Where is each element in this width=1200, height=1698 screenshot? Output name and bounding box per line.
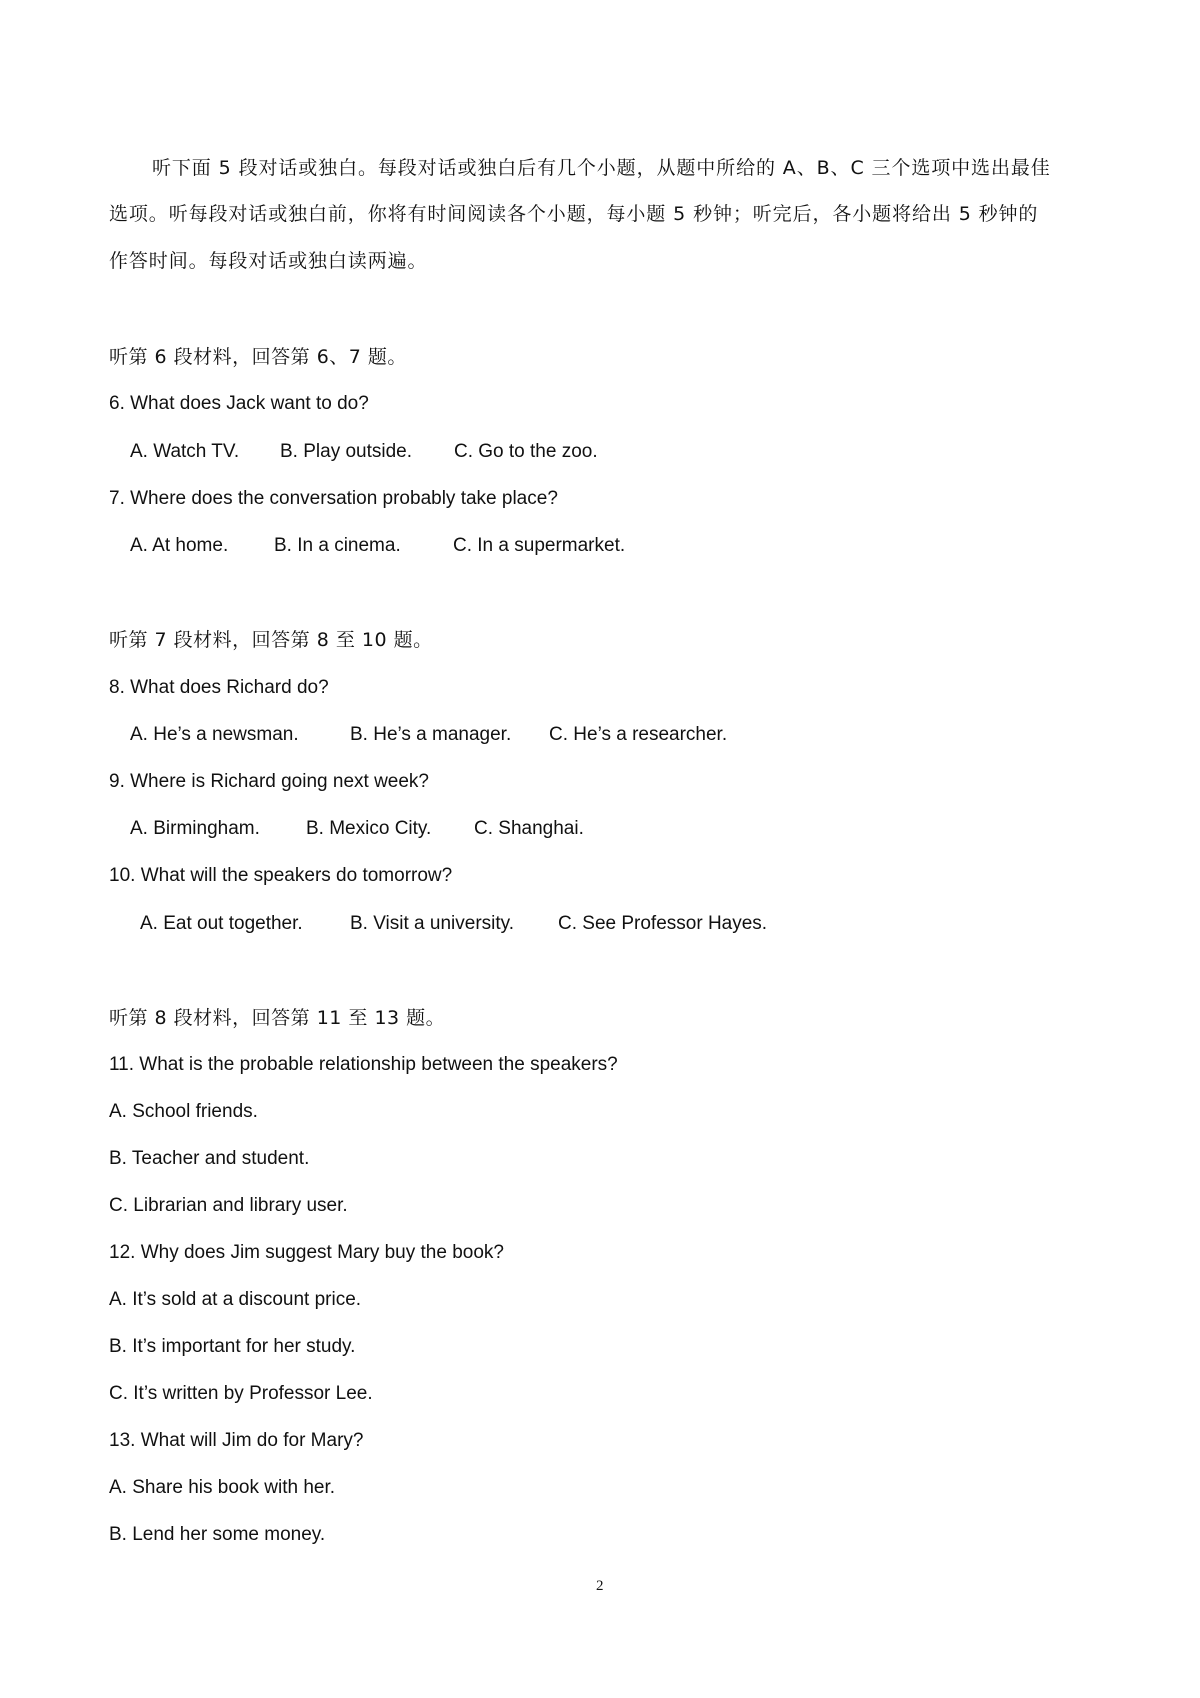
option-b: B. Play outside.	[280, 441, 413, 462]
option-c: C. In a supermarket.	[453, 535, 626, 556]
question-12-option-a: A. It’s sold at a discount price.	[109, 1289, 362, 1310]
question-6: 6. What does Jack want to do?	[109, 393, 369, 414]
option-a: A. Watch TV.	[130, 441, 240, 462]
section-8-heading: 听第 8 段材料，回答第 11 至 13 题。	[109, 1007, 446, 1029]
question-11-option-a: A. School friends.	[109, 1101, 258, 1122]
page-number: 2	[596, 1578, 604, 1594]
option-c: C. He’s a researcher.	[549, 724, 728, 745]
question-10: 10. What will the speakers do tomorrow?	[109, 865, 453, 886]
option-b: B. Mexico City.	[306, 818, 432, 839]
question-12-option-c: C. It’s written by Professor Lee.	[109, 1383, 373, 1404]
section-6-heading: 听第 6 段材料，回答第 6、7 题。	[109, 346, 407, 368]
question-12-option-b: B. It’s important for her study.	[109, 1336, 356, 1357]
question-12: 12. Why does Jim suggest Mary buy the book?	[109, 1242, 504, 1263]
option-c: C. Go to the zoo.	[454, 441, 598, 462]
option-b: B. Visit a university.	[350, 913, 515, 934]
option-b: B. In a cinema.	[274, 535, 401, 556]
question-13: 13. What will Jim do for Mary?	[109, 1430, 364, 1451]
question-9: 9. Where is Richard going next week?	[109, 771, 429, 792]
option-b: B. He’s a manager.	[350, 724, 512, 745]
question-7: 7. Where does the conversation probably take place?	[109, 488, 558, 509]
instructions-line-3: 作答时间。每段对话或独白读两遍。	[109, 250, 428, 272]
option-a: A. Birmingham.	[130, 818, 260, 839]
question-11-option-b: B. Teacher and student.	[109, 1148, 310, 1169]
option-a: A. At home.	[130, 535, 229, 556]
option-a: A. Eat out together.	[140, 913, 303, 934]
option-c: C. See Professor Hayes.	[558, 913, 768, 934]
option-c: C. Shanghai.	[474, 818, 584, 839]
question-13-option-a: A. Share his book with her.	[109, 1477, 336, 1498]
question-11: 11. What is the probable relationship between the speakers?	[109, 1054, 618, 1075]
instructions-line-1: 听下面 5 段对话或独白。每段对话或独白后有几个小题，从题中所给的 A、B、C 三个选项中选出最佳	[152, 157, 1051, 179]
section-7-heading: 听第 7 段材料，回答第 8 至 10 题。	[109, 629, 433, 651]
question-13-option-b: B. Lend her some money.	[109, 1524, 326, 1545]
instructions-line-2: 选项。听每段对话或独白前，你将有时间阅读各个小题，每小题 5 秒钟；听完后，各小题将给出 5 秒钟的	[109, 203, 1039, 225]
question-8: 8. What does Richard do?	[109, 677, 329, 698]
option-a: A. He’s a newsman.	[130, 724, 299, 745]
question-11-option-c: C. Librarian and library user.	[109, 1195, 348, 1216]
